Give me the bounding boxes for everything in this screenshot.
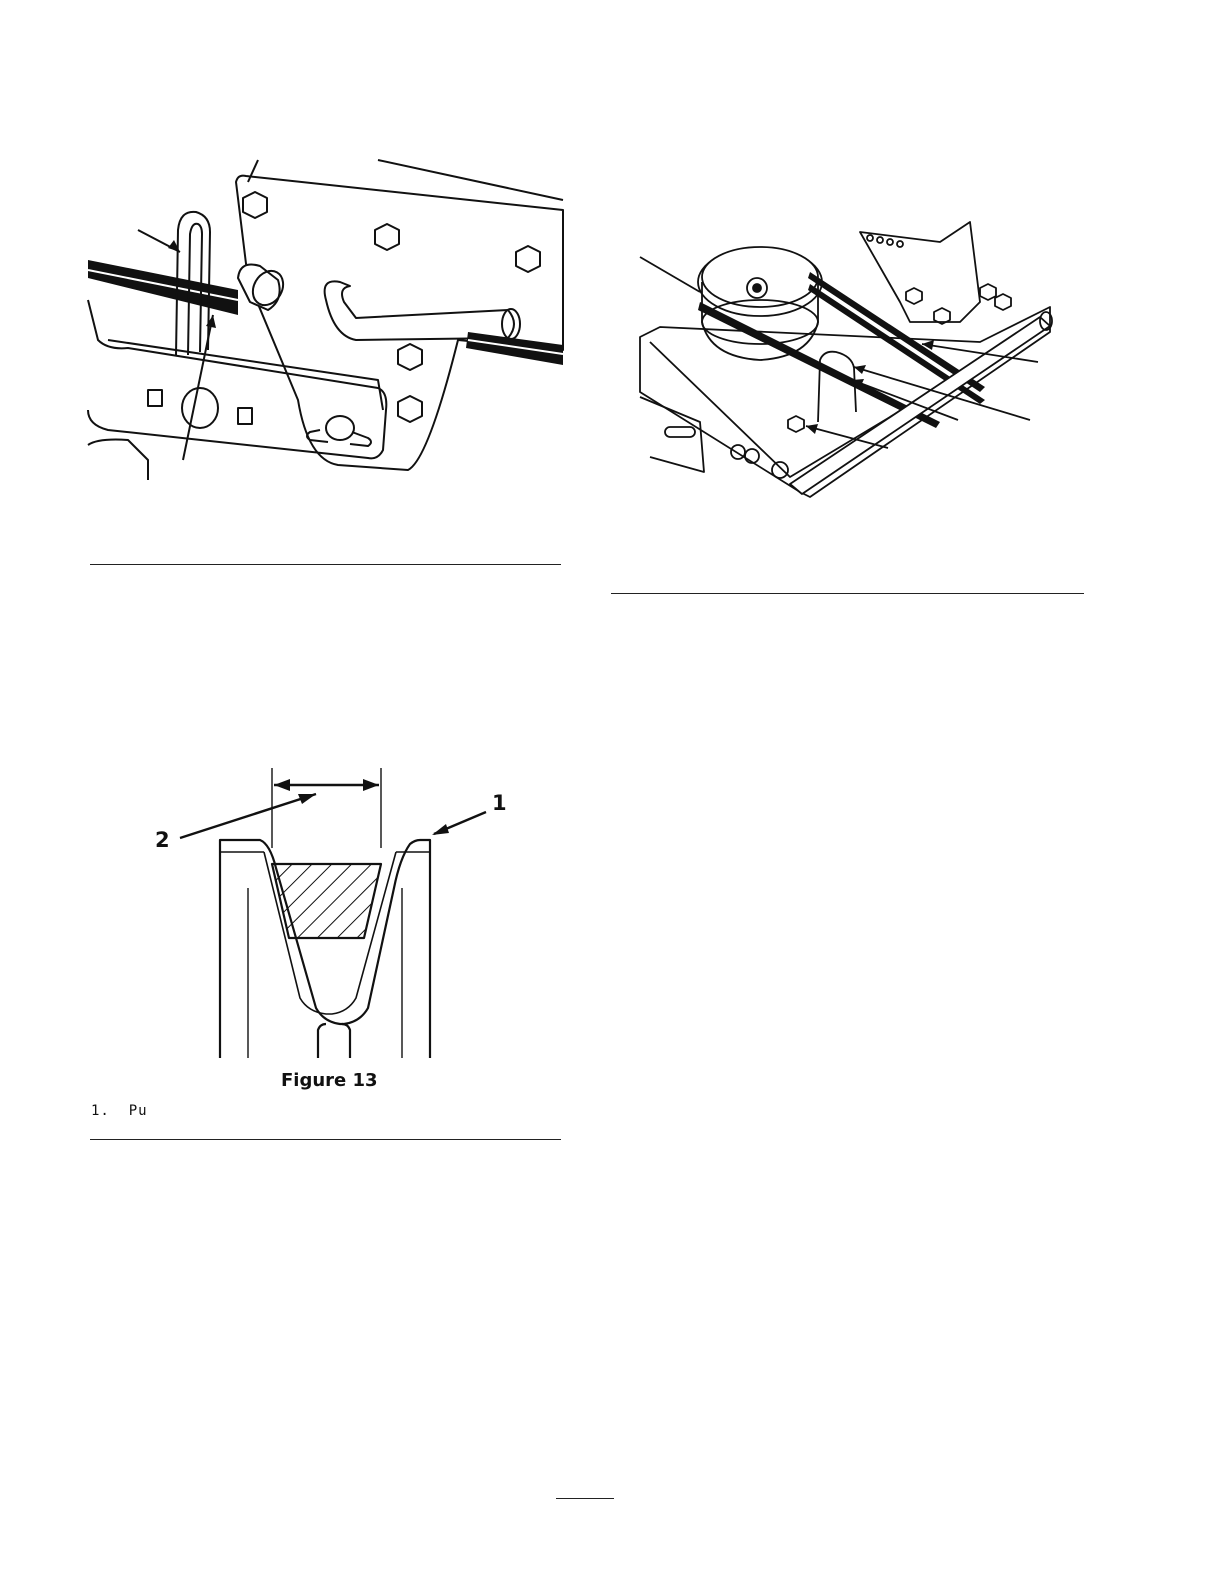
figure-divider-top-left bbox=[90, 564, 561, 565]
figure-belt-guide-illustration bbox=[88, 160, 563, 480]
callout-1-label: 1 bbox=[492, 791, 507, 815]
figure-13-legend-item-1: 1. Pu bbox=[91, 1103, 148, 1119]
figure-13-divider bbox=[90, 1139, 561, 1140]
callout-2-label: 2 bbox=[155, 828, 170, 852]
figure-divider-top-right bbox=[611, 593, 1084, 594]
page-footer-rule bbox=[556, 1498, 614, 1499]
figure-13-caption: Figure 13 bbox=[281, 1070, 378, 1091]
figure-13-belt-cross-section bbox=[150, 768, 510, 1058]
figure-pulley-assembly-illustration bbox=[640, 222, 1060, 502]
